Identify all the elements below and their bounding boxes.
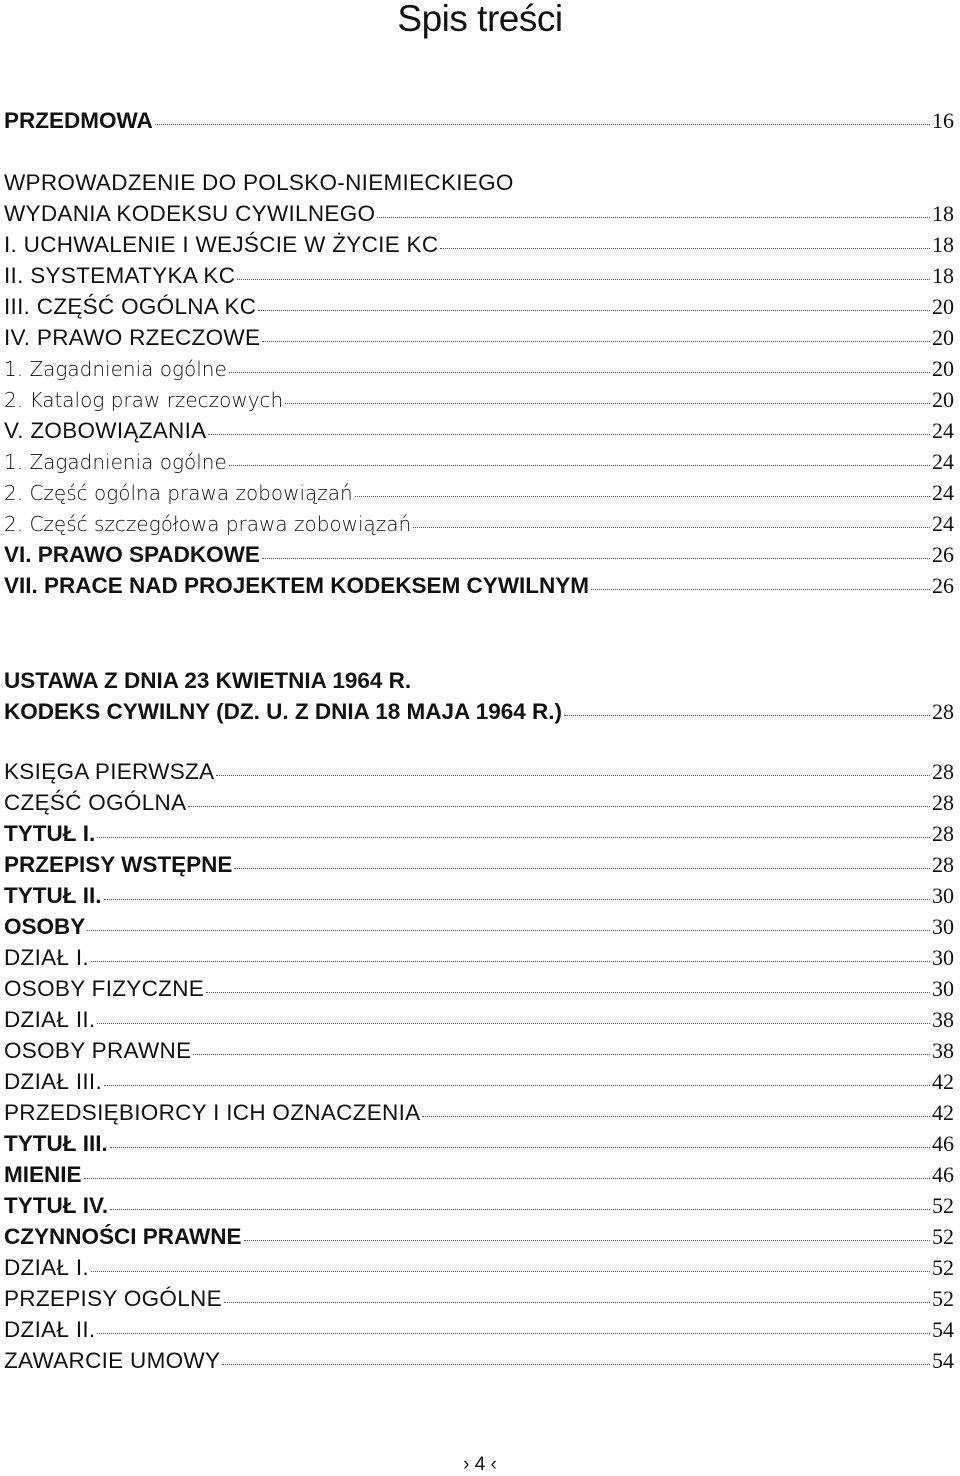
toc-entry[interactable] <box>4 1317 954 1348</box>
toc-entry-label: OSOBY <box>4 914 86 939</box>
toc-entry[interactable] <box>4 976 954 1007</box>
dot-leader <box>84 1178 930 1179</box>
toc-entry-label: TYTUŁ III. <box>4 1131 108 1156</box>
toc-entry[interactable] <box>4 821 954 852</box>
dot-leader <box>104 899 931 900</box>
toc-entry[interactable] <box>4 1286 954 1317</box>
toc-entry-label: PRZEDSIĘBIORCY I ICH OZNACZENIA <box>4 1100 421 1125</box>
toc-entry-label: OSOBY PRAWNE <box>4 1038 192 1063</box>
toc-entry-label: DZIAŁ II. <box>4 1317 96 1342</box>
page-title: Spis treści <box>397 0 563 39</box>
toc-entry-page: 28 <box>932 759 954 784</box>
toc-entry[interactable] <box>4 945 954 976</box>
toc-entry-label: MIENIE <box>4 1162 82 1187</box>
toc-entry[interactable] <box>4 759 954 790</box>
toc-entry[interactable] <box>4 1348 954 1379</box>
toc-entry-label: VI. PRAWO SPADKOWE <box>4 542 260 567</box>
dot-leader <box>206 992 930 993</box>
dot-leader <box>208 434 930 435</box>
toc-entry-page: 28 <box>932 852 954 877</box>
toc-entry-label: WPROWADZENIE DO POLSKO-NIEMIECKIEGO <box>4 170 514 195</box>
toc-entry[interactable] <box>4 449 954 480</box>
toc-entry[interactable] <box>4 852 954 883</box>
toc-entry[interactable] <box>4 263 954 294</box>
toc-entry-page: 52 <box>932 1224 954 1249</box>
toc-entry-label: ZAWARCIE UMOWY <box>4 1348 221 1373</box>
toc-entry-label: I. UCHWALENIE I WEJŚCIE W ŻYCIE KC <box>4 232 439 257</box>
dot-leader <box>422 1116 930 1117</box>
toc-entry-label: WYDANIA KODEKSU CYWILNEGO <box>4 201 376 226</box>
toc-entry-label: 2. Część ogólna prawa zobowiązań <box>4 481 353 505</box>
toc-entry-label: CZĘŚĆ OGÓLNA <box>4 790 187 815</box>
dot-leader <box>285 403 930 404</box>
toc-entry[interactable] <box>4 1255 954 1286</box>
dot-leader <box>229 372 930 373</box>
toc-entry-page: 20 <box>932 325 954 350</box>
toc-entry-label: II. SYSTEMATYKA KC <box>4 263 236 288</box>
toc-entry-label: DZIAŁ III. <box>4 1069 103 1094</box>
toc-entry[interactable] <box>4 1069 954 1100</box>
toc-entry-page: 20 <box>932 294 954 319</box>
toc-entry-label: DZIAŁ I. <box>4 945 89 970</box>
toc-entry-page: 20 <box>932 356 954 381</box>
dot-leader <box>355 496 930 497</box>
toc-entry-page: 26 <box>932 542 954 567</box>
toc-entry[interactable] <box>4 418 954 449</box>
toc-entry-page: 16 <box>932 108 954 133</box>
toc-entry[interactable] <box>4 1038 954 1069</box>
toc-entry-label: TYTUŁ IV. <box>4 1193 109 1218</box>
toc-entry-page: 30 <box>932 914 954 939</box>
dot-leader <box>91 1271 930 1272</box>
dot-leader <box>104 1085 930 1086</box>
toc-entry[interactable] <box>4 1224 954 1255</box>
toc-entry-label: 1. Zagadnienia ogólne <box>4 450 227 474</box>
toc-entry-page: 28 <box>932 699 954 724</box>
dot-leader <box>87 930 930 931</box>
toc-entry[interactable] <box>4 294 954 325</box>
toc-entry[interactable] <box>4 699 954 730</box>
toc-entry-page: 24 <box>932 449 954 474</box>
toc-entry-page: 42 <box>932 1069 954 1094</box>
dot-leader <box>413 527 930 528</box>
dot-leader <box>262 558 930 559</box>
toc-entry[interactable] <box>4 542 954 573</box>
dot-leader <box>97 1333 930 1334</box>
toc-entry-page: 18 <box>932 232 954 257</box>
toc-entry-label: TYTUŁ I. <box>4 821 96 846</box>
dot-leader <box>224 1302 930 1303</box>
toc-entry[interactable] <box>4 387 954 418</box>
toc-entry-page: 42 <box>932 1100 954 1125</box>
toc-entry-label: TYTUŁ II. <box>4 883 102 908</box>
toc-entry-page: 20 <box>932 387 954 412</box>
toc-entry-label: DZIAŁ II. <box>4 1007 96 1032</box>
toc-entry-page: 24 <box>932 511 954 536</box>
toc-entry-label: 2. Katalog praw rzeczowych <box>4 388 284 412</box>
dot-leader <box>91 961 930 962</box>
toc-entry[interactable] <box>4 883 954 914</box>
toc-entry-page: 30 <box>932 945 954 970</box>
toc-entry-label: PRZEDMOWA <box>4 108 153 133</box>
toc-entry-page: 28 <box>932 821 954 846</box>
toc-entry-page: 54 <box>932 1348 954 1373</box>
toc-entry-page: 18 <box>932 201 954 226</box>
dot-leader <box>262 341 930 342</box>
dot-leader <box>110 1209 930 1210</box>
toc-entry[interactable] <box>4 356 954 387</box>
toc-entry-label: KODEKS CYWILNY (DZ. U. Z DNIA 18 MAJA 1964 R.) <box>4 699 562 724</box>
dot-leader <box>97 1023 930 1024</box>
toc-entry-heading <box>4 668 954 699</box>
toc-entry-label: V. ZOBOWIĄZANIA <box>4 418 207 443</box>
toc-entry-heading <box>4 170 954 201</box>
toc-entry[interactable] <box>4 1193 954 1224</box>
toc-entry-label: PRZEPISY OGÓLNE <box>4 1286 222 1311</box>
dot-leader <box>229 465 930 466</box>
toc-entry[interactable] <box>4 201 954 232</box>
dot-leader <box>237 279 930 280</box>
toc-entry[interactable] <box>4 480 954 511</box>
toc-entry-label: 1. Zagadnienia ogólne <box>4 357 227 381</box>
dot-leader <box>216 775 930 776</box>
toc-entry-label: VII. PRACE NAD PROJEKTEM KODEKSEM CYWILNYM <box>4 573 590 598</box>
toc-entry[interactable] <box>4 511 954 542</box>
toc-entry-page: 54 <box>932 1317 954 1342</box>
toc-entry-label: USTAWA Z DNIA 23 KWIETNIA 1964 R. <box>4 668 412 693</box>
toc-entry[interactable] <box>4 1100 954 1131</box>
toc-entry[interactable] <box>4 573 954 604</box>
toc-entry[interactable] <box>4 790 954 821</box>
dot-leader <box>234 868 930 869</box>
toc-entry-label: 2. Część szczegółowa prawa zobowiązań <box>4 512 412 536</box>
toc-entry-page: 30 <box>932 883 954 908</box>
toc-entry[interactable] <box>4 1162 954 1193</box>
dot-leader <box>258 310 930 311</box>
dot-leader <box>440 248 930 249</box>
dot-leader <box>591 589 930 590</box>
toc-entry-page: 28 <box>932 790 954 815</box>
toc-entry[interactable] <box>4 108 954 139</box>
dot-leader <box>222 1364 930 1365</box>
toc-entry[interactable] <box>4 232 954 263</box>
toc-entry-page: 18 <box>932 263 954 288</box>
dot-leader <box>193 1054 930 1055</box>
dot-leader <box>564 715 930 716</box>
toc-entry-label: OSOBY FIZYCZNE <box>4 976 205 1001</box>
dot-leader <box>155 124 930 125</box>
toc-entry-page: 38 <box>932 1038 954 1063</box>
toc-entry[interactable] <box>4 1007 954 1038</box>
toc-entry-label: DZIAŁ I. <box>4 1255 89 1280</box>
toc-entry[interactable] <box>4 325 954 356</box>
toc-entry-label: PRZEPISY WSTĘPNE <box>4 852 233 877</box>
dot-leader <box>377 217 930 218</box>
toc-entry-page: 52 <box>932 1255 954 1280</box>
toc-entry-page: 52 <box>932 1286 954 1311</box>
toc-entry-page: 24 <box>932 480 954 505</box>
dot-leader <box>244 1240 930 1241</box>
toc-entry-page: 46 <box>932 1162 954 1187</box>
toc-entry[interactable] <box>4 914 954 945</box>
toc-entry-label: CZYNNOŚCI PRAWNE <box>4 1224 242 1249</box>
toc-entry-label: KSIĘGA PIERWSZA <box>4 759 215 784</box>
toc-entry-label: III. CZĘŚĆ OGÓLNA KC <box>4 294 257 319</box>
toc-entry-page: 26 <box>932 573 954 598</box>
dot-leader <box>97 837 930 838</box>
toc-entry[interactable] <box>4 1131 954 1162</box>
page-number: › 4 ‹ <box>463 1454 497 1475</box>
toc-entry-page: 24 <box>932 418 954 443</box>
toc-entry-page: 46 <box>932 1131 954 1156</box>
dot-leader <box>110 1147 930 1148</box>
toc-entry-page: 30 <box>932 976 954 1001</box>
dot-leader <box>188 806 930 807</box>
toc-entry-label: IV. PRAWO RZECZOWE <box>4 325 261 350</box>
toc-entry-page: 38 <box>932 1007 954 1032</box>
toc-entry-page: 52 <box>932 1193 954 1218</box>
